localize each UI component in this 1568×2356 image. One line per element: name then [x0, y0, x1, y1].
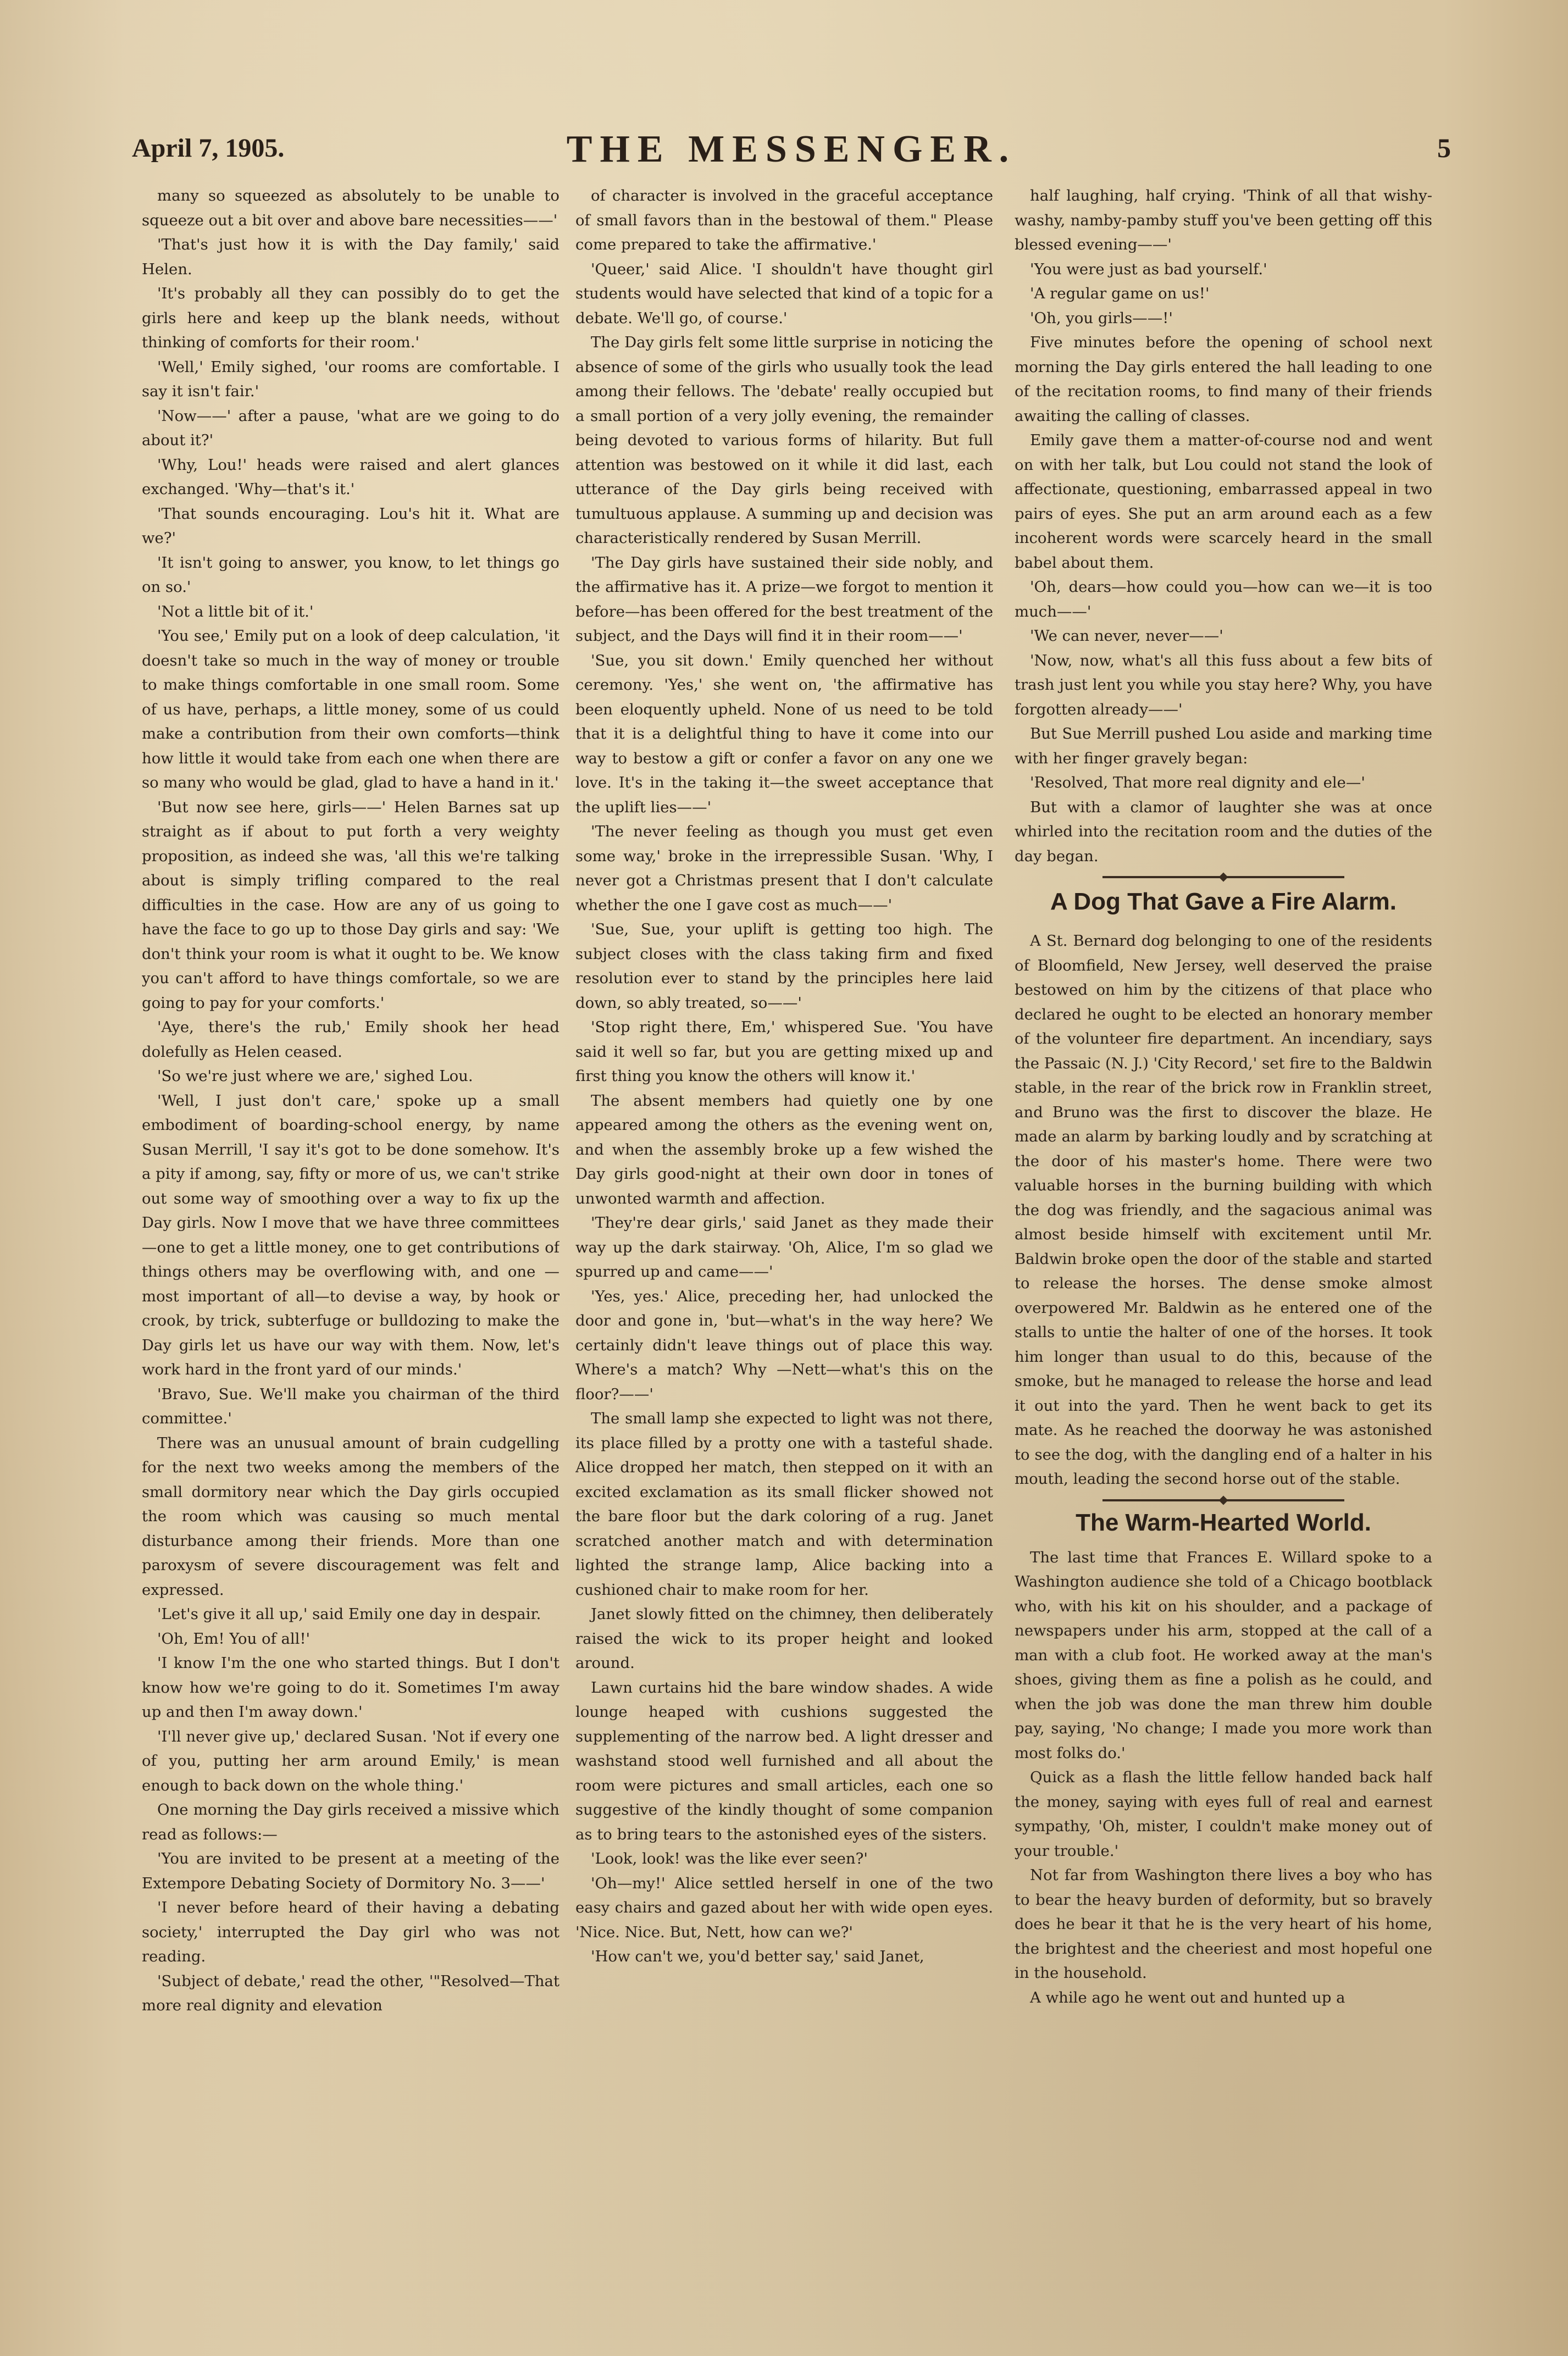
paragraph: One morning the Day girls received a missive which read as follows:—	[142, 1801, 559, 1843]
paragraph: 'I never before heard of their having a debating society,' interrupted the Day girl who was not reading.	[142, 1899, 559, 1965]
paragraph: 'Why, Lou!' heads were raised and alert glances exchanged. 'Why—that's it.'	[142, 456, 559, 498]
paragraph: 'I'll never give up,' declared Susan. 'Not if every one of you, putting her arm around Emily,' is mean enough to back down on the whole thing.'	[142, 1727, 559, 1794]
paragraph: 'Well, I just don't care,' spoke up a small embodiment of boarding-school energy, by name Susan Merrill, 'I say it's got to be done somehow. It's a pity if among, say, fifty or more of us, we can't strike out some way of smoothing over a way to fix up the Day girls. Now I move that we have three committees—one to get a little money, one to get contributions of things others may be overflowing with, and one —most important of all—to devise a way, by hook or crook, by trick, subterfuge or bulldozing to make the Day girls let us have our way with them. Now, let's work hard in the front yard of our minds.'	[142, 1091, 559, 1378]
paragraph: 'Now——' after a pause, 'what are we going to do about it?'	[142, 407, 559, 449]
paragraph: Emily gave them a matter-of-course nod and went on with her talk, but Lou could not stand the look of affectionate, questioning, embarrassed appeal in two pairs of eyes. She put an arm around each as a few incoherent words were scarcely heard in the small babel about them.	[1015, 431, 1432, 572]
paragraph: half laughing, half crying. 'Think of all that wishy-washy, namby-pamby stuff you've been getting off this blessed evening——'	[1015, 187, 1432, 253]
paragraph: The absent members had quietly one by one appeared among the others as the evening went on, and when the assembly broke up a few wished the Day girls good-night at their own door in tones of unwonted warmth and affection.	[575, 1091, 993, 1207]
article-title-warm-hearted-world: The Warm-Hearted World.	[1076, 1509, 1371, 1536]
paragraph: 'Now, now, what's all this fuss about a few bits of trash just lent you while you stay here? Why, you have forgotten already——'	[1015, 651, 1432, 718]
paragraph: 'You were just as bad yourself.'	[1030, 260, 1267, 278]
paragraph: 'Aye, there's the rub,' Emily shook her head dolefully as Helen ceased.	[142, 1018, 559, 1061]
paragraph: 'Oh—my!' Alice settled herself in one of the two easy chairs and gazed about her with wide open eyes. 'Nice. Nice. But, Nett, how can we?'	[575, 1874, 993, 1941]
paragraph: 'The never feeling as though you must get even some way,' broke in the irrepressible Susan. 'Why, I never got a Christmas present that I don't calculate whether the one I gave cost as much——'	[575, 823, 993, 914]
page-header	[132, 127, 1451, 171]
paragraph: 'The Day girls have sustained their side nobly, and the affirmative has it. A prize—we forgot to mention it before—has been offered for the best treatment of the subject, and the Days will find it in their room——'	[575, 553, 993, 645]
issue-date: April 7, 1905.	[132, 134, 285, 163]
paragraph: Five minutes before the opening of school next morning the Day girls entered the hall leading to one of the recitation rooms, to find many of their friends awaiting the calling of classes.	[1015, 334, 1432, 425]
paragraph: 'So we're just where we are,' sighed Lou.	[157, 1067, 473, 1085]
paragraph: Quick as a flash the little fellow handed back half the money, saying with eyes full of real and earnest sympathy, 'Oh, mister, I couldn't make money out of your trouble.'	[1015, 1769, 1432, 1860]
paragraph: 'That's just how it is with the Day family,' said Helen.	[142, 236, 559, 278]
paragraph: 'Bravo, Sue. We'll make you chairman of the third committee.'	[142, 1385, 559, 1427]
masthead-title: THE MESSENGER.	[566, 128, 1017, 170]
paragraph: 'We can never, never——'	[1030, 627, 1223, 645]
paragraph: Lawn curtains hid the bare window shades. A wide lounge heaped with cushions suggested the supplementing of the narrow bed. A light dresser and washstand stood well furnished and all about the room were pictures and small articles, each one so suggestive of the kindly thought of some companion as to bring tears to the astonished eyes of the sisters.	[575, 1678, 993, 1843]
paragraph: 'It isn't going to answer, you know, to let things go on so.'	[142, 553, 559, 596]
column-1	[142, 184, 559, 2250]
paragraph: A while ago he went out and hunted up a	[1030, 1988, 1345, 2006]
article-divider	[1102, 1499, 1344, 1501]
paragraph: of character is involved in the graceful acceptance of small favors than in the bestowal of them." Please come prepared to take the affirmative.'	[575, 187, 993, 253]
paragraph: 'I know I'm the one who started things. But I don't know how we're going to do it. Sometimes I'm away up and then I'm away down.'	[142, 1654, 559, 1721]
column-2	[575, 184, 993, 2250]
paragraph: 'Oh, Em! You of all!'	[157, 1629, 311, 1648]
paragraph: 'You are invited to be present at a meeting of the Extempore Debating Society of Dormitory No. 3——'	[142, 1850, 559, 1892]
paragraph: The Day girls felt some little surprise in noticing the absence of some of the girls who usually took the lead among their fellows. The 'debate' really occupied but a small portion of a very jolly evening, the remainder being devoted to various forms of hilarity. But full attention was bestowed on it while it did last, each utterance of the Day girls being received with tumultuous applause. A summing up and decision was characteristically rendered by Susan Merrill.	[575, 334, 993, 547]
paragraph: 'Subject of debate,' read the other, '"Resolved—That more real dignity and elevation	[142, 1972, 559, 2014]
paragraph: 'But now see here, girls——' Helen Barnes sat up straight as if about to put forth a very weighty proposition, as indeed she was, 'all this we're talking about is simply trifling compared to the real difficulties in the case. How are any of us going to have the face to go up to those Day girls and say: 'We don't think your room is what it ought to be. We know you can't afford to have things comfortale, so we are going to pay for your comforts.'	[142, 798, 559, 1012]
paragraph: 'Not a little bit of it.'	[157, 602, 314, 620]
article-divider	[1102, 876, 1344, 878]
paragraph: 'You see,' Emily put on a look of deep calculation, 'it doesn't take so much in the way of money or trouble to make things comfortable in one small room. Some of us have, perhaps, a little money, some of us could make a contribution from their own comforts—think how little it would take from each one when there are so many who would be glad, glad to have a hand in it.'	[142, 627, 559, 791]
paragraph: But with a clamor of laughter she was at once whirled into the recitation room and the duties of the day began.	[1015, 798, 1432, 865]
paragraph: 'They're dear girls,' said Janet as they made their way up the dark stairway. 'Oh, Alice, I'm so glad we spurred up and came——'	[575, 1214, 993, 1280]
paragraph: many so squeezed as absolutely to be unable to squeeze out a bit over and above bare necessities——'	[142, 187, 559, 229]
article-title-dog-fire-alarm: A Dog That Gave a Fire Alarm.	[1050, 888, 1397, 915]
paragraph: 'That sounds encouraging. Lou's hit it. What are we?'	[142, 505, 559, 547]
paragraph: 'How can't we, you'd better say,' said Janet,	[591, 1948, 924, 1965]
paragraph: 'Sue, you sit down.' Emily quenched her without ceremony. 'Yes,' she went on, 'the affirmative has been eloquently upheld. None of us need to be told that it is a delightful thing to have it come into our way to bestow a gift or confer a favor on any one we love. It's in the taking it—the sweet acceptance that the uplift lies——'	[575, 651, 993, 816]
paragraph: 'Sue, Sue, your uplift is getting too high. The subject closes with the class taking firm and fixed resolution ever to stand by the principles here laid down, so ably treated, so——'	[575, 921, 993, 1012]
column-3	[1015, 184, 1432, 2250]
paragraph: A St. Bernard dog belonging to one of the residents of Bloomfield, New Jersey, well deserved the praise bestowed on him by the citizens of that place who declared he ought to be elected an honorary member of the volunteer fire department. An incendiary, says the Passaic (N. J.) 'City Record,' set fire to the Baldwin stable, in the rear of the brick row in Franklin street, and Bruno was the first to discover the blaze. He made an alarm by barking loudly and by scratching at the door of his master's home. There were two valuable horses in the burning building with which the dog was friendly, and the sagacious animal was almost beside himself with excitement until Mr. Baldwin broke open the door of the stable and started to release the horses. The dense smoke almost overpowered Mr. Baldwin as he entered one of the stalls to untie the halter of one of the horses. It took him longer than usual to do this, because of the smoke, but he managed to release the horse and lead it out into the yard. Then he went back to get its mate. As he reached the doorway he was astonished to see the dog, with the dangling end of a halter in his mouth, leading the second horse out of the stable.	[1015, 932, 1432, 1488]
paragraph: 'Oh, you girls——!'	[1030, 309, 1173, 327]
paragraph: 'Queer,' said Alice. 'I shouldn't have thought girl students would have selected that kind of a topic for a debate. We'll go, of course.'	[575, 260, 993, 327]
paragraph: There was an unusual amount of brain cudgelling for the next two weeks among the members of the small dormitory near which the Day girls occupied the room which was causing so much mental disturbance among their friends. More than one paroxysm of severe discouragement was felt and expressed.	[142, 1434, 559, 1599]
paragraph: 'Resolved, That more real dignity and ele—'	[1030, 774, 1365, 791]
paragraph: Not far from Washington there lives a boy who has to bear the heavy burden of deformity, but so bravely does he bear it that he is the very heart of his home, the brightest and the cheeriest and most hopeful one in the household.	[1015, 1866, 1432, 1982]
paragraph: The last time that Frances E. Willard spoke to a Washington audience she told of a Chicago bootblack who, with his kit on his shoulder, and a package of newspapers under his arm, stopped at the call of a man with a club foot. He worked away at the man's shoes, giving them as fine a polish as he could, and when the job was done the man threw him double pay, saying, 'No change; I made you more work than most folks do.'	[1015, 1548, 1432, 1762]
paragraph: Janet slowly fitted on the chimney, then deliberately raised the wick to its proper height and looked around.	[575, 1605, 993, 1672]
paragraph: The small lamp she expected to light was not there, its place filled by a protty one with a tasteful shade. Alice dropped her match, then stepped on it with an excited exclamation as its small flicker showed not the bare floor but the dark coloring of a rug. Janet scratched another match and with determination lighted the strange lamp, Alice backing into a cushioned chair to make room for her.	[575, 1410, 993, 1599]
paragraph: 'Yes, yes.' Alice, preceding her, had unlocked the door and gone in, 'but—what's in the way here? We certainly didn't leave things out of place this way. Where's a match? Why —Nett—what's this on the floor?——'	[575, 1287, 993, 1403]
paragraph: 'Look, look! was the like ever seen?'	[591, 1850, 868, 1867]
paragraph: 'It's probably all they can possibly do to get the girls here and keep up the blank needs, without thinking of comforts for their room.'	[142, 285, 559, 351]
page-number: 5	[1437, 132, 1451, 163]
paragraph: 'A regular game on us!'	[1030, 285, 1210, 302]
paragraph: 'Let's give it all up,' said Emily one day in despair.	[157, 1605, 541, 1623]
paragraph: 'Oh, dears—how could you—how can we—it is too much——'	[1015, 578, 1432, 620]
paragraph: 'Stop right there, Em,' whispered Sue. 'You have said it well so far, but you are getting mixed up and first thing you know the others will know it.'	[575, 1018, 993, 1085]
paragraph: But Sue Merrill pushed Lou aside and marking time with her finger gravely began:	[1015, 725, 1432, 767]
paragraph: 'Well,' Emily sighed, 'our rooms are comfortable. I say it isn't fair.'	[142, 358, 559, 400]
